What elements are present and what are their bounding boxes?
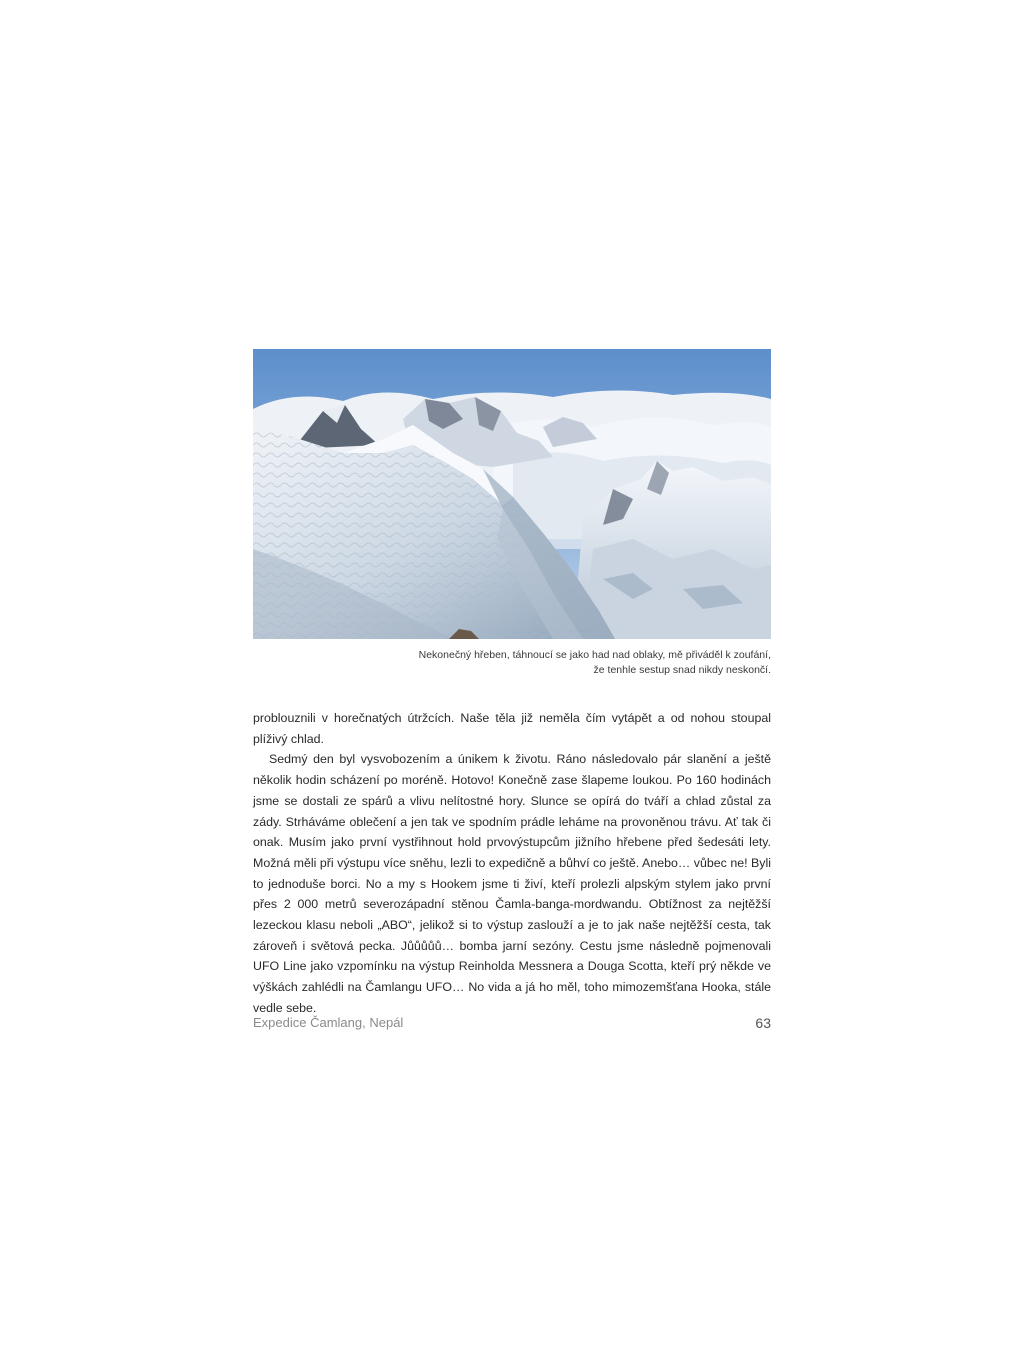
- mountain-photo: [253, 349, 771, 639]
- running-title: Expedice Čamlang, Nepál: [253, 1015, 404, 1030]
- page-footer: [253, 1015, 771, 1037]
- caption-line-2: že tenhle sestup snad nikdy neskončí.: [593, 664, 771, 676]
- paragraph-2: Sedmý den byl vysvobozením a únikem k životu. Ráno následovalo pár slanění a ještě několik hodin scházení po moréně. Hotovo! Konečně zase šlapeme loukou. Po 160 hodinách jsme se dostali ze spárů a vlivu nelítostné hory. Slunce se opírá do tváří a chlad zůstal za zády. Strháváme oblečení a jen tak ve spodním prádle leháme na provoněnou trávu. Ať tak či onak. Musím jako první vystřihnout hold prvovýstupcům jižního hřebene před šedesáti lety. Možná měli při výstupu více sněhu, lezli to expedičně a bůhví co ještě. Anebo… vůbec ne! Byli to jednoduše borci. No a my s Hookem jsme ti živí, kteří prolezli alpským stylem jako první přes 2 000 metrů severozápadní stěnou Čamla-banga-mordwandu. Obtížnost za nejtěžší lezeckou klasu neboli „ABO“, jelikož si to výstup zaslouží a je to jak naše nejtěžší cesta, tak zároveň i světová pecka. Jůůůůů… bomba jarní sezóny. Cestu jsme následně pojmenovali UFO Line jako vzpomínku na výstup Reinholda Messnera a Douga Scotta, kteří prý někde ve výškách zahlédli na Čamlangu UFO… No vida a já ho měl, toho mimozemšťana Hooka, stále vedle sebe.: [253, 752, 771, 1015]
- photo-caption: [253, 648, 771, 678]
- paragraph-1: problouznili v horečnatých útržcích. Naše těla již neměla čím vytápět a od nohou stoupal plíživý chlad.: [253, 711, 771, 746]
- caption-line-1: Nekonečný hřeben, táhnoucí se jako had nad oblaky, mě přiváděl k zoufání,: [418, 649, 771, 661]
- mountain-photo-illustration: [253, 349, 771, 639]
- body-text: [253, 708, 771, 1019]
- page-number: 63: [755, 1015, 771, 1031]
